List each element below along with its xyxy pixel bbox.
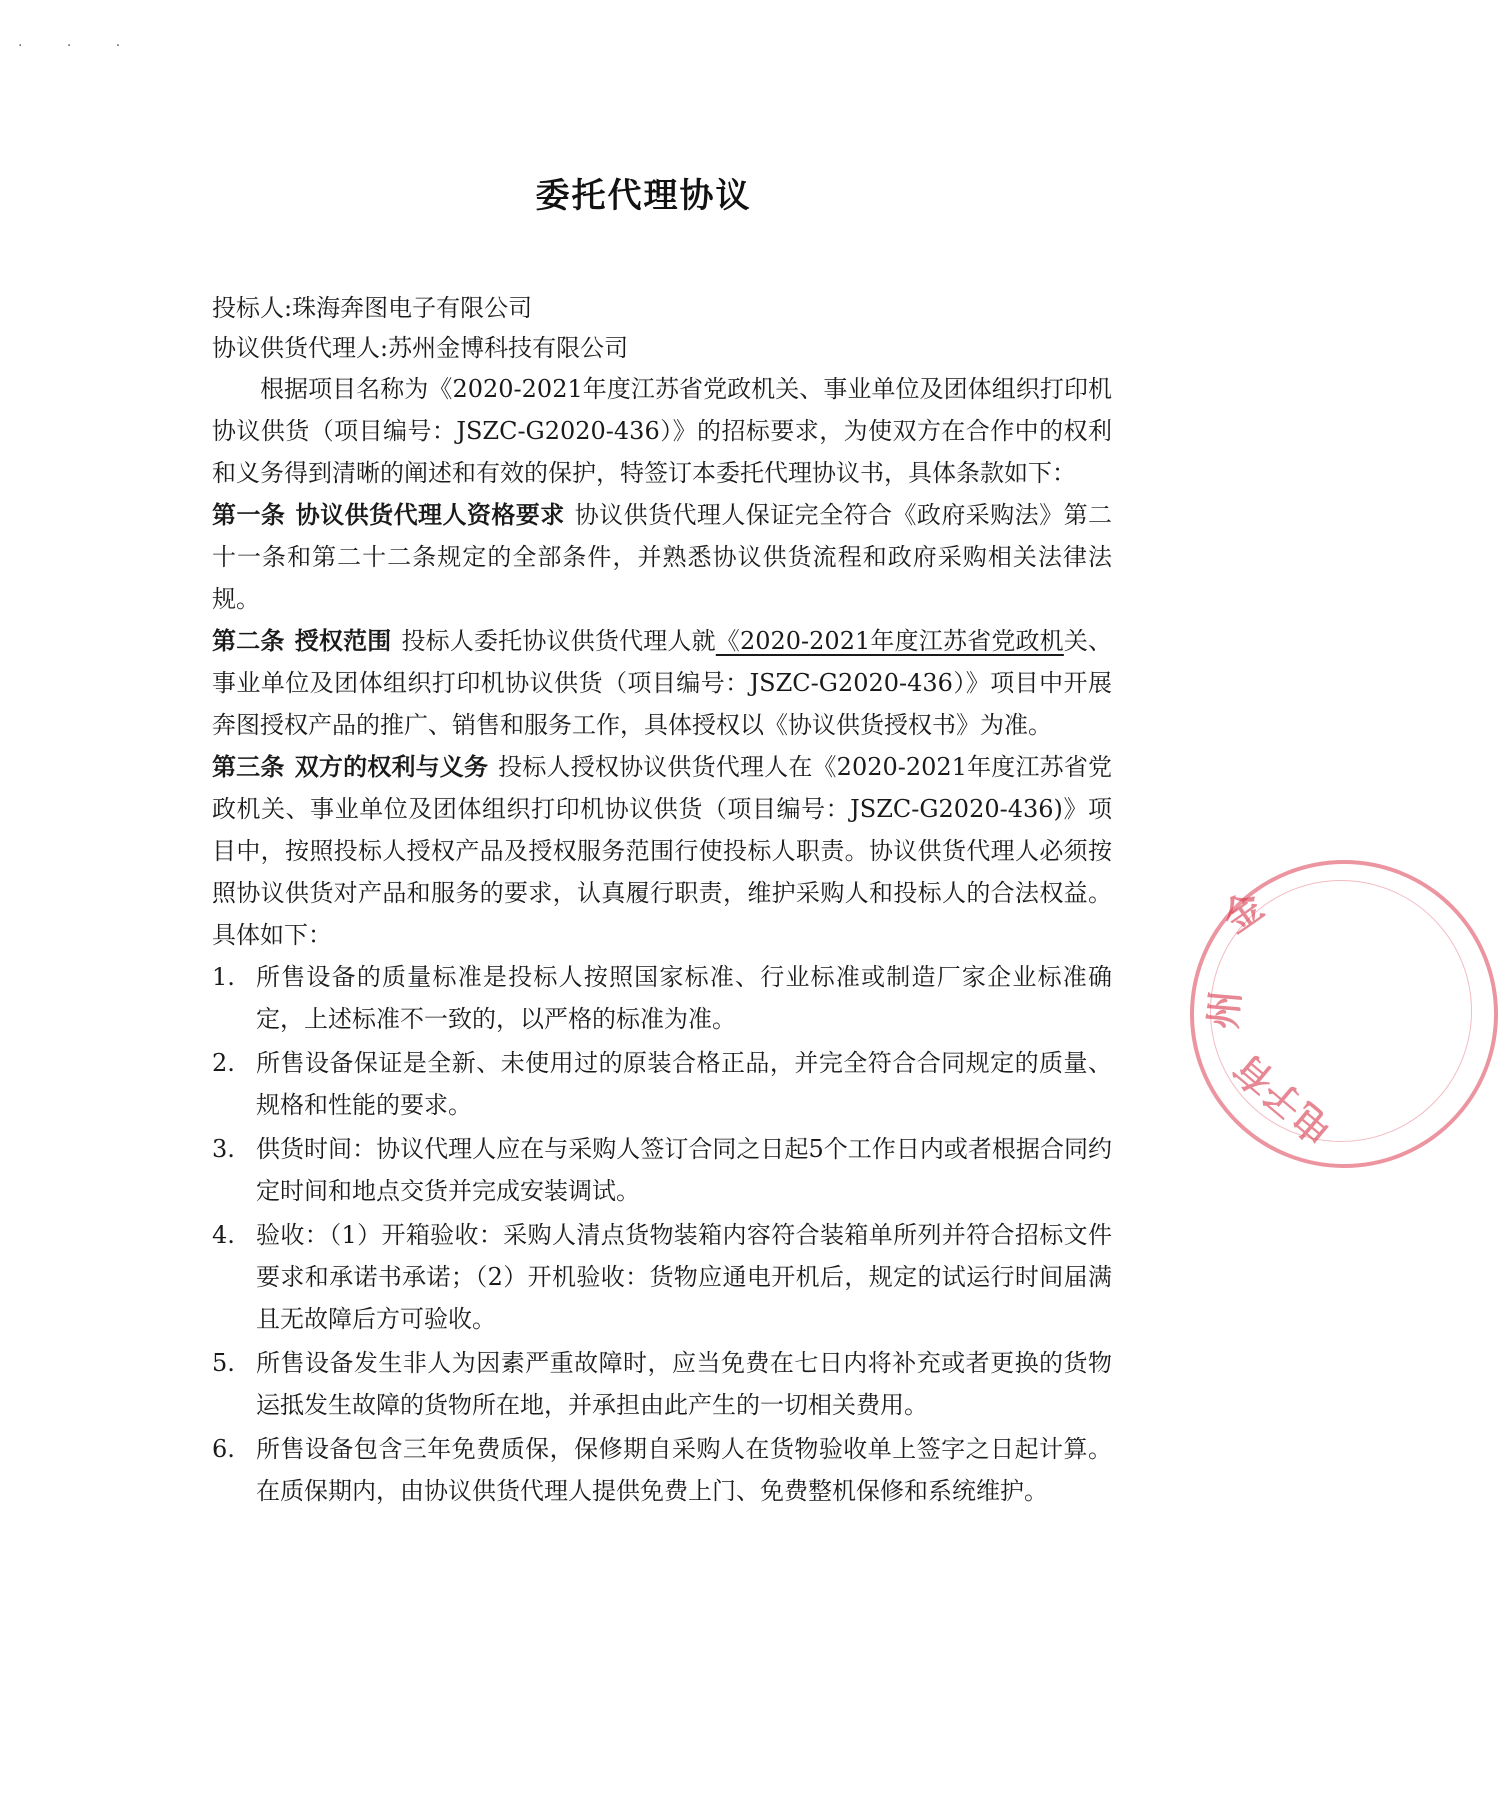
agent-line: 协议供货代理人:苏州金博科技有限公司 [212, 334, 629, 362]
article-3-title: 双方的权利与义务 [294, 753, 489, 781]
article-1 [212, 494, 1112, 620]
list-item-number: 2. [212, 1049, 235, 1077]
intro-paragraph: 根据项目名称为《2020-2021年度江苏省党政机关、事业单位及团体组织打印机协议供货（项目编号：JSZC-G2020-436）》的招标要求，为使双方在合作中的权利和义务得到清晰的阐述和有效的保护，特签订本委托代理协议书，具体条款如下： [212, 375, 1112, 487]
seal-text-top: 金 [1214, 883, 1272, 942]
list-item [212, 1342, 1112, 1426]
scan-artifact: · · · [18, 38, 141, 54]
article-1-text: 协议供货代理人保证完全符合《政府采购法》第二十一条和第二十二条规定的全部条件，并熟悉协议供货流程和政府采购相关法律法规。 [212, 501, 1113, 613]
list-item-number: 3. [212, 1135, 235, 1163]
article-3-text: 投标人授权协议供货代理人在《2020-2021年度江苏省党政机关、事业单位及团体组织打印机协议供货（项目编号：JSZC-G2020-436)》项目中，按照投标人授权产品及授权服务范围行使投标人职责。协议供货代理人必须按照协议供货对产品和服务的要求，认真履行职责，维护采购人和投标人的合法权益。具体如下： [212, 753, 1113, 949]
article-1-title: 协议供货代理人资格要求 [295, 501, 565, 529]
list-item-text: 供货时间：协议代理人应在与采购人签订合同之日起5个工作日内或者根据合同约定时间和地点交货并完成安装调试。 [256, 1135, 1112, 1205]
article-2-title: 授权范围 [294, 627, 392, 655]
list-item [212, 1428, 1112, 1512]
seal-text-bottom: 电子有 [1225, 1045, 1342, 1153]
article-2-text-after: 关、事业单位及团体组织打印机协议供货（项目编号：JSZC-G2020-436）》项目中开展奔图授权产品的推广、销售和服务工作，具体授权以《协议供货授权书》为准。 [212, 627, 1113, 739]
seal-text-middle: 州 [1200, 988, 1249, 1031]
list-item [212, 956, 1112, 1040]
list-item-text: 所售设备的质量标准是投标人按照国家标准、行业标准或制造厂家企业标准确定，上述标准不一致的，以严格的标准为准。 [256, 963, 1112, 1033]
list-item [212, 1042, 1112, 1126]
document-body [212, 288, 1112, 1514]
article-1-number: 第一条 [212, 501, 286, 529]
bidder-line: 投标人:珠海奔图电子有限公司 [212, 294, 533, 322]
list-item-number: 4. [212, 1221, 235, 1249]
list-item-text: 验收：（1）开箱验收：采购人清点货物装箱内容符合装箱单所列并符合招标文件要求和承诺书承诺；（2）开机验收：货物应通电开机后，规定的试运行时间届满且无故障后方可验收。 [256, 1221, 1112, 1333]
company-seal-stamp [1190, 860, 1498, 1168]
article-2-underlined-text: 《2020-2021年度江苏省党政机 [715, 627, 1064, 655]
obligations-list [212, 956, 1112, 1512]
article-1-heading [212, 501, 565, 529]
list-item-number: 1. [212, 963, 235, 991]
article-2-text-before: 投标人委托协议供货代理人就 [401, 627, 716, 655]
list-item [212, 1128, 1112, 1212]
document-title: 委托代理协议 [535, 176, 752, 216]
article-2 [212, 620, 1112, 746]
list-item-text: 所售设备包含三年免费质保，保修期自采购人在货物验收单上签字之日起计算。在质保期内，由协议供货代理人提供免费上门、免费整机保修和系统维护。 [256, 1435, 1112, 1505]
article-2-heading [212, 627, 391, 655]
list-item-number: 6. [212, 1435, 235, 1463]
article-3-number: 第三条 [212, 753, 285, 781]
article-2-number: 第二条 [212, 627, 285, 655]
list-item-number: 5. [212, 1349, 235, 1377]
list-item-text: 所售设备发生非人为因素严重故障时，应当免费在七日内将补充或者更换的货物运抵发生故障的货物所在地，并承担由此产生的一切相关费用。 [256, 1349, 1112, 1419]
list-item [212, 1214, 1112, 1340]
article-3 [212, 746, 1112, 956]
article-3-heading [212, 753, 488, 781]
list-item-text: 所售设备保证是全新、未使用过的原装合格正品，并完全符合合同规定的质量、规格和性能的要求。 [256, 1049, 1112, 1119]
